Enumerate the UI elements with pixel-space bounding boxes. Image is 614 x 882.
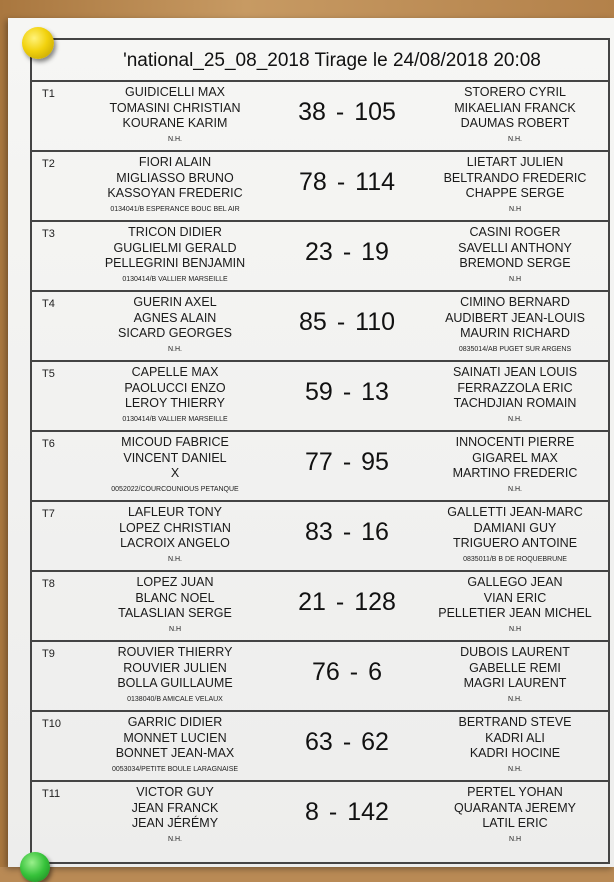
- match-row: [32, 782, 608, 852]
- home-score: 76: [311, 658, 340, 686]
- player-name: LACROIX ANGELO: [120, 536, 230, 550]
- player-name: LOPEZ JUAN: [136, 575, 214, 589]
- club-label: N.H.: [508, 695, 522, 703]
- away-score: 95: [361, 448, 389, 476]
- match-score: [272, 98, 422, 127]
- match-score: [272, 448, 422, 477]
- score-dash: -: [342, 238, 352, 266]
- match-score: [272, 518, 422, 547]
- player-name: QUARANTA JEREMY: [453, 800, 576, 815]
- match-score: [272, 168, 422, 197]
- home-team: [80, 435, 270, 495]
- match-score: [272, 658, 422, 687]
- player-name: KADRI HOCINE: [469, 746, 561, 760]
- match-score: [272, 238, 422, 267]
- club-label: N.H.: [168, 555, 182, 563]
- player-name: MIKAELIAN FRANCK: [454, 100, 576, 115]
- player-name: SAINATI JEAN LOUIS: [452, 365, 578, 379]
- away-team: [420, 645, 610, 705]
- home-team: [80, 295, 270, 355]
- away-score: 110: [355, 308, 395, 336]
- home-team: [80, 715, 270, 775]
- player-name: KASSOYAN FREDERIC: [107, 186, 243, 200]
- player-name: GIGAREL MAX: [472, 450, 558, 465]
- player-name: MICOUD FABRICE: [121, 435, 229, 449]
- club-label: 0052022/COURCOUNIOUS PETANQUE: [111, 485, 239, 493]
- score-dash: -: [342, 378, 352, 406]
- player-name: GALLETTI JEAN-MARC: [447, 505, 583, 519]
- match-score: [272, 378, 422, 407]
- away-score: 62: [361, 728, 389, 756]
- yellow-pushpin-icon: [22, 27, 54, 59]
- match-row: [32, 502, 608, 572]
- club-label: N.H.: [508, 485, 522, 493]
- score-dash: -: [342, 728, 352, 756]
- home-score: 83: [305, 518, 333, 546]
- away-team: [420, 225, 610, 285]
- player-name: INNOCENTI PIERRE: [455, 435, 575, 449]
- player-name: LIETART JULIEN: [466, 155, 564, 169]
- away-score: 128: [354, 588, 396, 616]
- score-dash: -: [336, 168, 346, 196]
- player-name: ROUVIER JULIEN: [123, 660, 227, 675]
- player-name: SICARD GEORGES: [118, 326, 232, 340]
- table-number: T3: [42, 228, 55, 240]
- away-team: [420, 505, 610, 565]
- table-number: T7: [42, 508, 55, 520]
- club-label: N.H.: [508, 135, 522, 143]
- player-name: LOPEZ CHRISTIAN: [119, 520, 231, 535]
- player-name: MARTINO FREDERIC: [452, 466, 578, 480]
- player-name: GUERIN AXEL: [133, 295, 217, 309]
- home-team: [80, 225, 270, 285]
- match-row: [32, 362, 608, 432]
- club-label: N.H.: [168, 835, 182, 843]
- table-number: T10: [42, 718, 61, 730]
- score-dash: -: [342, 448, 352, 476]
- away-score: 105: [354, 98, 396, 126]
- away-score: 16: [361, 518, 389, 546]
- table-number: T1: [42, 88, 55, 100]
- player-name: AGNES ALAIN: [133, 310, 217, 325]
- home-team: [80, 505, 270, 565]
- player-name: TACHDJIAN ROMAIN: [453, 396, 577, 410]
- player-name: FIORI ALAIN: [138, 155, 212, 169]
- player-name: GABELLE REMI: [469, 660, 561, 675]
- player-name: ROUVIER THIERRY: [117, 645, 233, 659]
- match-score: [272, 588, 422, 617]
- score-dash: -: [342, 518, 352, 546]
- home-score: 21: [298, 588, 326, 616]
- club-label: 0130414/B VALLIER MARSEILLE: [122, 415, 228, 423]
- club-label: N.H: [508, 275, 522, 283]
- match-score: [272, 308, 422, 337]
- table-number: T9: [42, 648, 55, 660]
- home-team: [80, 365, 270, 425]
- match-row: [32, 82, 608, 152]
- draw-sheet: [8, 18, 614, 867]
- club-label: 0138040/B AMICALE VELAUX: [127, 695, 223, 703]
- home-score: 59: [305, 378, 333, 406]
- player-name: CAPELLE MAX: [131, 365, 219, 379]
- match-row: [32, 222, 608, 292]
- away-score: 142: [347, 798, 389, 826]
- player-name: CIMINO BERNARD: [460, 295, 570, 309]
- club-label: N.H: [508, 625, 522, 633]
- home-score: 8: [305, 798, 319, 826]
- player-name: BOLLA GUILLAUME: [117, 676, 233, 690]
- away-team: [420, 575, 610, 635]
- player-name: TOMASINI CHRISTIAN: [109, 100, 241, 115]
- player-name: SAVELLI ANTHONY: [458, 240, 572, 255]
- table-number: T5: [42, 368, 55, 380]
- player-name: GUGLIELMI GERALD: [113, 240, 237, 255]
- home-team: [80, 785, 270, 845]
- home-team: [80, 85, 270, 145]
- player-name: PELLEGRINI BENJAMIN: [104, 256, 246, 270]
- away-score: 114: [355, 168, 395, 196]
- player-name: MONNET LUCIEN: [123, 730, 227, 745]
- green-pushpin-icon: [20, 852, 50, 882]
- away-team: [420, 85, 610, 145]
- player-name: BONNET JEAN-MAX: [115, 746, 235, 760]
- home-team: [80, 155, 270, 215]
- score-dash: -: [328, 798, 338, 826]
- player-name: CHAPPE SERGE: [465, 186, 565, 200]
- home-score: 63: [305, 728, 333, 756]
- player-name: VINCENT DANIEL: [123, 450, 227, 465]
- away-score: 13: [361, 378, 389, 406]
- player-name: DUBOIS LAURENT: [460, 645, 570, 659]
- player-name: MAURIN RICHARD: [460, 326, 570, 340]
- score-dash: -: [335, 588, 345, 616]
- home-score: 77: [305, 448, 333, 476]
- club-label: N.H: [508, 205, 522, 213]
- player-name: CASINI ROGER: [469, 225, 561, 239]
- away-score: 6: [368, 658, 383, 686]
- player-name: TALASLIAN SERGE: [118, 606, 232, 620]
- player-name: JEAN FRANCK: [131, 800, 219, 815]
- match-row: [32, 292, 608, 362]
- home-team: [80, 575, 270, 635]
- player-name: TRIGUERO ANTOINE: [452, 536, 578, 550]
- club-label: N.H.: [168, 135, 182, 143]
- table-number: T2: [42, 158, 55, 170]
- away-team: [420, 435, 610, 495]
- player-name: GARRIC DIDIER: [127, 715, 223, 729]
- player-name: MIGLIASSO BRUNO: [116, 170, 234, 185]
- player-name: BERTRAND STEVE: [458, 715, 572, 729]
- table-number: T11: [42, 788, 61, 800]
- club-label: 0130414/B VALLIER MARSEILLE: [122, 275, 228, 283]
- home-team: [80, 645, 270, 705]
- player-name: MAGRI LAURENT: [463, 676, 567, 690]
- home-score: 85: [299, 308, 327, 336]
- club-label: N.H: [168, 625, 182, 633]
- match-row: [32, 152, 608, 222]
- match-score: [272, 728, 422, 757]
- player-name: LATIL ERIC: [482, 816, 548, 830]
- player-name: LEROY THIERRY: [124, 396, 226, 410]
- table-number: T8: [42, 578, 55, 590]
- table-number: T4: [42, 298, 55, 310]
- club-label: 0134041/B ESPERANCE BOUC BEL AIR: [110, 205, 240, 213]
- match-score: [272, 798, 422, 827]
- player-name: BREMOND SERGE: [459, 256, 571, 270]
- player-name: FERRAZZOLA ERIC: [457, 380, 573, 395]
- club-label: 0835011/B B DE ROQUEBRUNE: [463, 555, 567, 563]
- home-score: 38: [298, 98, 326, 126]
- club-label: 0835014/AB PUGET SUR ARGENS: [458, 345, 572, 353]
- away-team: [420, 715, 610, 775]
- club-label: 0053034/PETITE BOULE LARAGNAISE: [111, 765, 239, 773]
- score-dash: -: [335, 98, 345, 126]
- match-row: [32, 712, 608, 782]
- player-name: GALLEGO JEAN: [467, 575, 563, 589]
- table-number: T6: [42, 438, 55, 450]
- away-team: [420, 155, 610, 215]
- player-name: VICTOR GUY: [136, 785, 214, 799]
- draw-table: [30, 38, 610, 864]
- score-dash: -: [336, 308, 346, 336]
- away-team: [420, 785, 610, 845]
- club-label: N.H.: [168, 345, 182, 353]
- player-name: PAOLUCCI ENZO: [124, 380, 226, 395]
- club-label: N.H.: [508, 765, 522, 773]
- player-name: STORERO CYRIL: [464, 85, 566, 99]
- away-score: 19: [361, 238, 389, 266]
- player-name: VIAN ERIC: [483, 590, 547, 605]
- home-score: 23: [305, 238, 333, 266]
- score-dash: -: [349, 658, 359, 686]
- player-name: PELLETIER JEAN MICHEL: [438, 606, 592, 620]
- player-name: GUIDICELLI MAX: [124, 85, 226, 99]
- player-name: BLANC NOEL: [135, 590, 215, 605]
- player-name: BELTRANDO FREDERIC: [443, 170, 587, 185]
- player-name: JEAN JÉRÉMY: [131, 816, 219, 830]
- player-name: LAFLEUR TONY: [127, 505, 222, 519]
- match-row: [32, 432, 608, 502]
- away-team: [420, 295, 610, 355]
- draw-title: 'national_25_08_2018 Tirage le 24/08/2018 20:08: [32, 40, 608, 82]
- player-name: DAUMAS ROBERT: [460, 116, 570, 130]
- match-row: [32, 642, 608, 712]
- player-name: KOURANE KARIM: [122, 116, 228, 130]
- match-row: [32, 572, 608, 642]
- player-name: DAMIANI GUY: [473, 520, 557, 535]
- player-name: PERTEL YOHAN: [467, 785, 563, 799]
- club-label: N.H: [508, 835, 522, 843]
- away-team: [420, 365, 610, 425]
- player-name: TRICON DIDIER: [128, 225, 222, 239]
- club-label: N.H.: [508, 415, 522, 423]
- home-score: 78: [299, 168, 327, 196]
- player-name: AUDIBERT JEAN-LOUIS: [445, 310, 585, 325]
- player-name: KADRI ALI: [485, 730, 545, 745]
- player-name: X: [170, 466, 180, 480]
